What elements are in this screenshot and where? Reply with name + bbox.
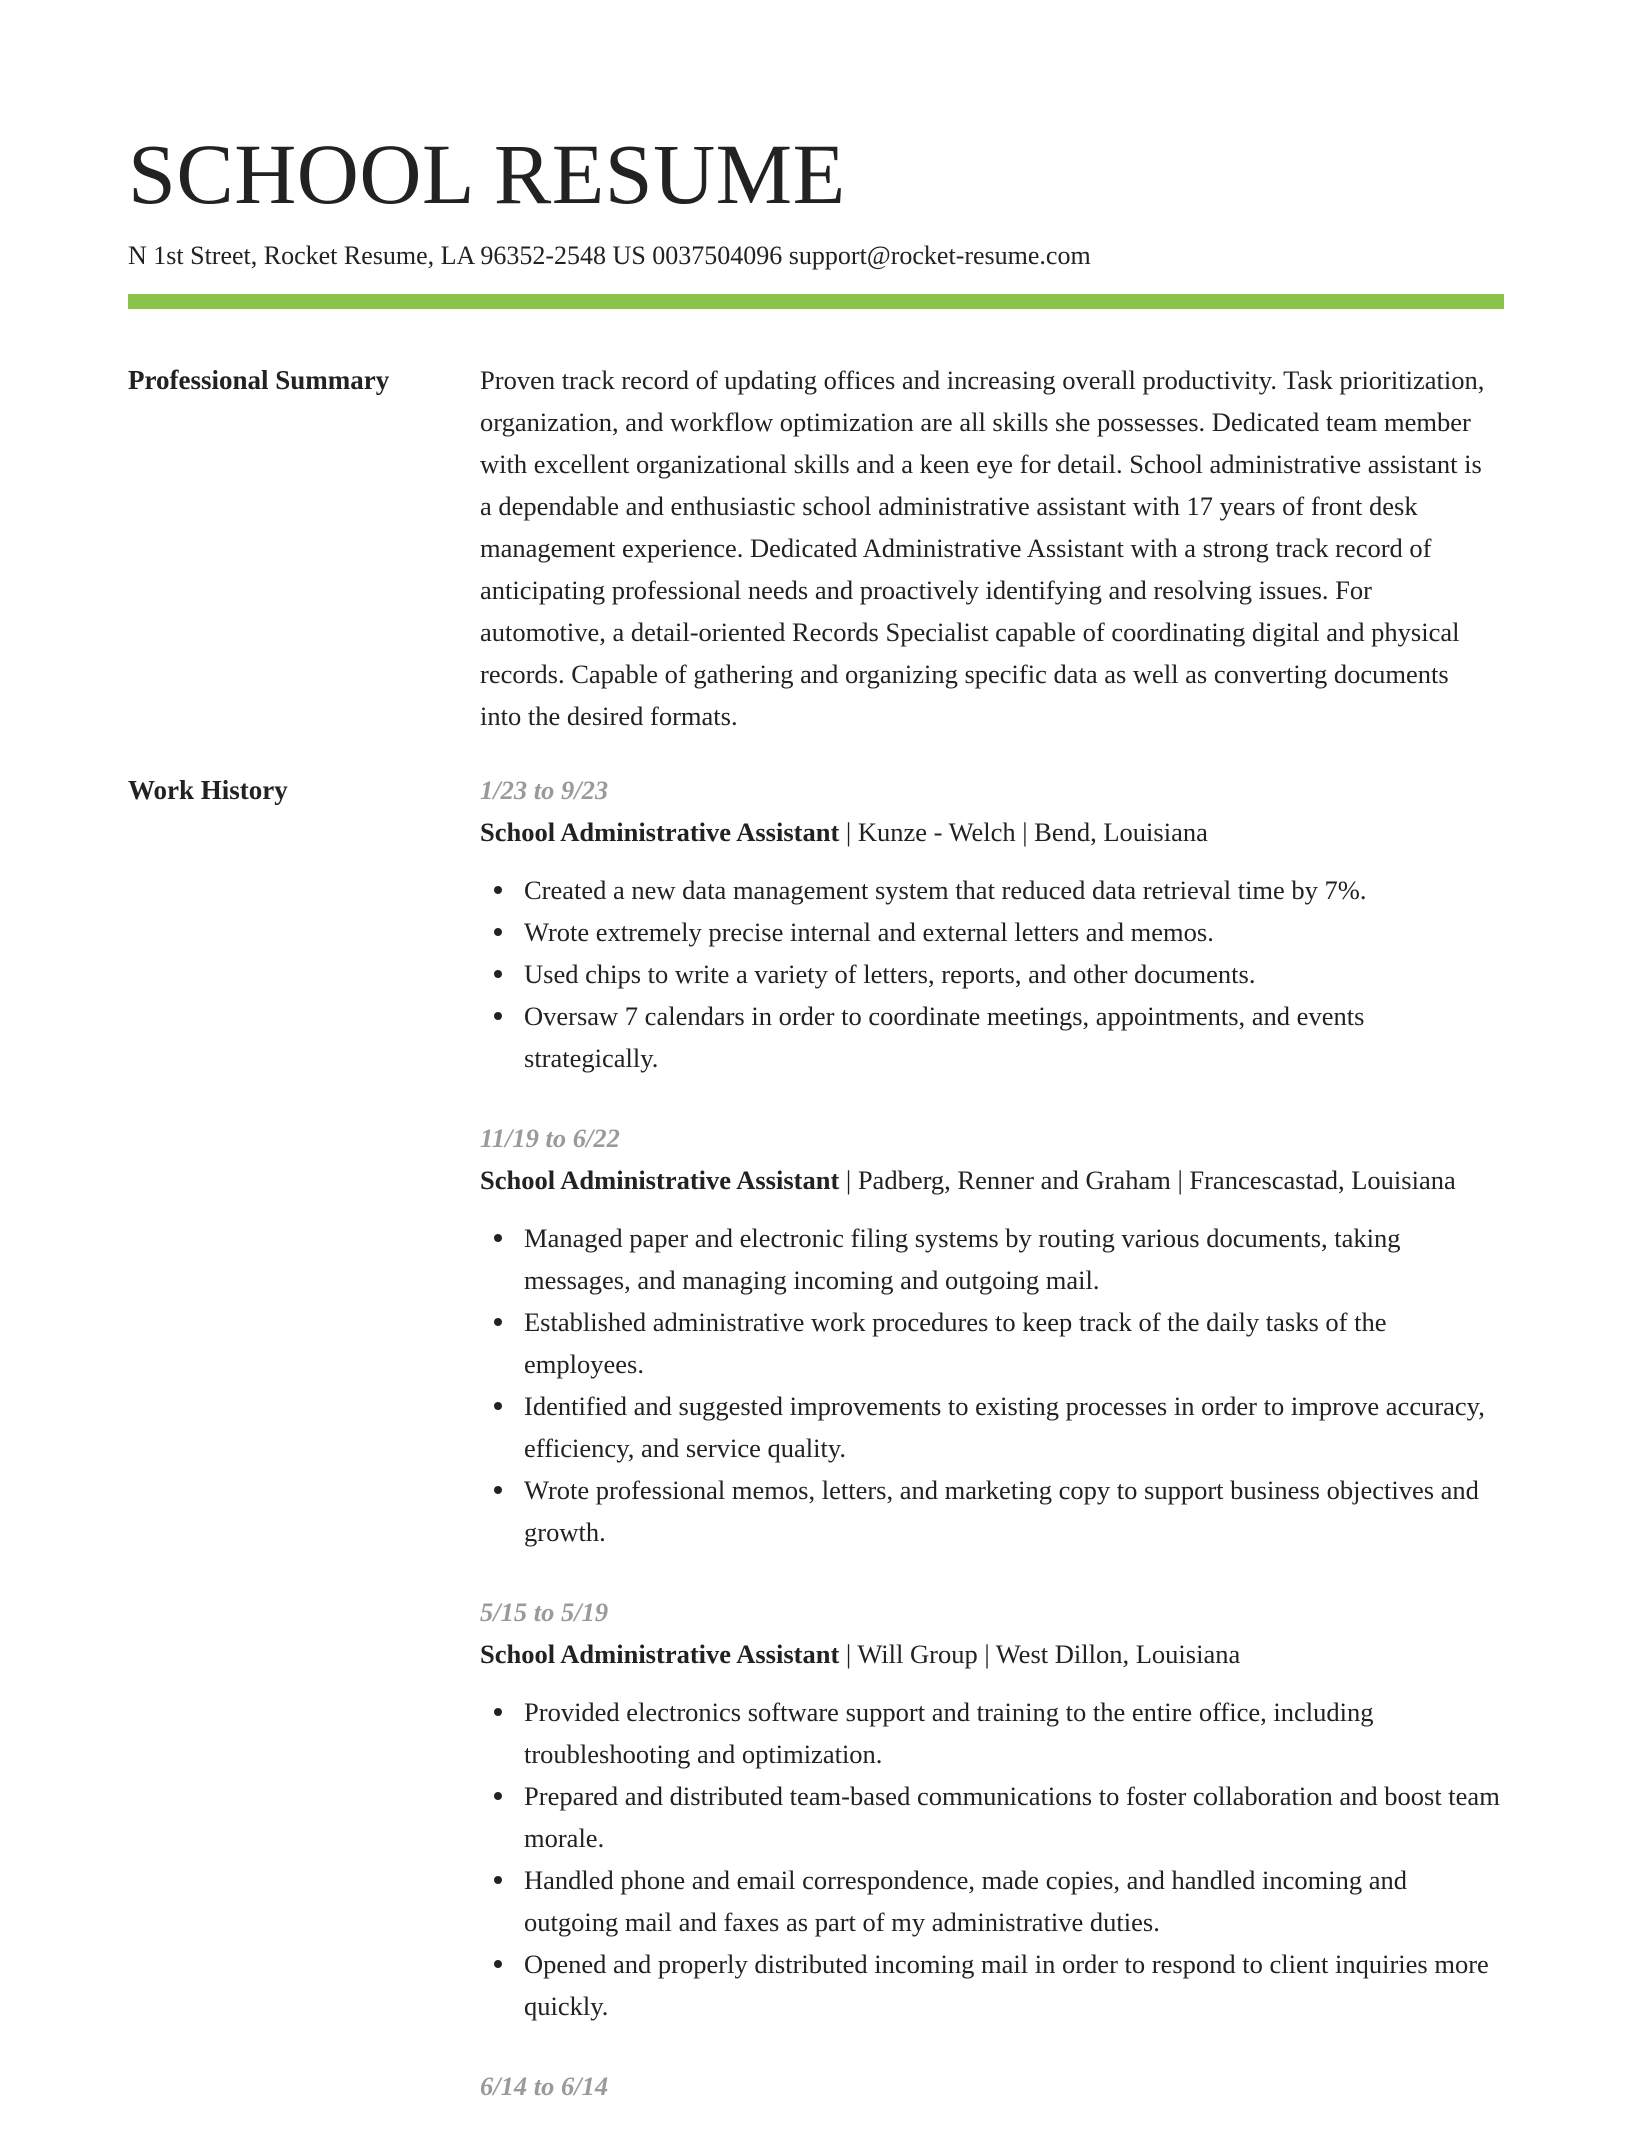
bullet-icon xyxy=(494,1792,502,1800)
summary-text: Proven track record of updating offices and increasing overall productivity. Task prioritization, organization, and workflow optimization are all skills she possesses. Dedicated team member with excellent organizational skills and a keen eye for detail. School administrative assistant is a dependable and enthusiastic school administrative assistant with 17 years of front desk management experience. Dedicated Administrative Assistant with a strong track record of anticipating professional needs and proactively identifying and resolving issues. For automotive, a detail-oriented Records Specialist capable of coordinating digital and physical records. Capable of gathering and organizing specific data as well as converting documents into the desired formats. xyxy=(480,365,1485,731)
job-entry xyxy=(480,769,1504,1079)
list-item xyxy=(480,1301,1504,1385)
list-item xyxy=(480,1859,1504,1943)
job-title: School Administrative Assistant xyxy=(480,817,840,847)
list-item xyxy=(480,1217,1504,1301)
job-entry xyxy=(480,1591,1504,2027)
resume-page xyxy=(128,120,1504,2145)
list-item xyxy=(480,953,1504,995)
bullet-text: Created a new data management system that reduced data retrieval time by 7%. xyxy=(524,875,1367,905)
job-details: | Kunze - Welch | Bend, Louisiana xyxy=(839,817,1208,847)
job-dates: 6/14 to 6/14 xyxy=(480,2071,609,2101)
job-dates: 1/23 to 9/23 xyxy=(480,775,609,805)
bullet-icon xyxy=(494,1960,502,1968)
bullet-icon xyxy=(494,970,502,978)
bullet-text: Identified and suggested improvements to existing processes in order to improve accuracy, efficiency, and service quality. xyxy=(524,1391,1485,1463)
bullet-icon xyxy=(494,928,502,936)
bullet-icon xyxy=(494,1318,502,1326)
job-dates: 5/15 to 5/19 xyxy=(480,1597,609,1627)
bullet-icon xyxy=(494,1012,502,1020)
section-title: Work History xyxy=(128,775,288,805)
job-title-line xyxy=(480,1159,1504,1201)
job-entry xyxy=(480,1117,1504,1553)
job-title-line xyxy=(480,1633,1504,1675)
contact-line: N 1st Street, Rocket Resume, LA 96352-2548 US 0037504096 support@rocket-resume.com xyxy=(128,241,1091,270)
job-dates: 11/19 to 6/22 xyxy=(480,1123,620,1153)
job-title-line xyxy=(480,811,1504,853)
bullet-icon xyxy=(494,1486,502,1494)
list-item xyxy=(480,869,1504,911)
job-details: | Will Group | West Dillon, Louisiana xyxy=(839,1639,1241,1669)
bullet-text: Provided electronics software support and training to the entire office, including troubleshooting and optimization. xyxy=(524,1697,1374,1769)
bullet-icon xyxy=(494,1876,502,1884)
bullet-text: Managed paper and electronic filing systems by routing various documents, taking messages, and managing incoming and outgoing mail. xyxy=(524,1223,1401,1295)
professional-summary-section xyxy=(128,359,1504,737)
job-details: | Padberg, Renner and Graham | Francescastad, Louisiana xyxy=(839,1165,1456,1195)
job-bullet-list xyxy=(480,869,1504,1079)
bullet-text: Wrote professional memos, letters, and marketing copy to support business objectives and growth. xyxy=(524,1475,1479,1547)
bullet-icon xyxy=(494,886,502,894)
bullet-text: Established administrative work procedures to keep track of the daily tasks of the employees. xyxy=(524,1307,1387,1379)
bullet-text: Oversaw 7 calendars in order to coordinate meetings, appointments, and events strategically. xyxy=(524,1001,1365,1073)
list-item xyxy=(480,995,1504,1079)
list-item xyxy=(480,1691,1504,1775)
job-title: School Administrative Assistant xyxy=(480,1165,840,1195)
list-item xyxy=(480,1469,1504,1553)
job-title: School Administrative Assistant xyxy=(480,1639,840,1669)
job-entry xyxy=(480,2065,1504,2107)
list-item xyxy=(480,1943,1504,2027)
bullet-icon xyxy=(494,1234,502,1242)
bullet-icon xyxy=(494,1402,502,1410)
list-item xyxy=(480,1775,1504,1859)
bullet-text: Used chips to write a variety of letters, reports, and other documents. xyxy=(524,959,1256,989)
list-item xyxy=(480,911,1504,953)
bullet-icon xyxy=(494,1708,502,1716)
list-item xyxy=(480,1385,1504,1469)
section-body xyxy=(480,359,1504,737)
bullet-text: Wrote extremely precise internal and external letters and memos. xyxy=(524,917,1214,947)
jobs-list xyxy=(480,769,1504,2145)
section-title: Professional Summary xyxy=(128,365,390,395)
job-bullet-list xyxy=(480,1691,1504,2027)
job-bullet-list xyxy=(480,1217,1504,1553)
work-history-section xyxy=(128,769,1504,2145)
accent-divider xyxy=(128,294,1504,309)
bullet-text: Handled phone and email correspondence, made copies, and handled incoming and outgoing mail and faxes as part of my administrative duties. xyxy=(524,1865,1408,1937)
resume-name: SCHOOL RESUME xyxy=(128,126,846,222)
bullet-text: Prepared and distributed team-based communications to foster collaboration and boost team morale. xyxy=(524,1781,1500,1853)
bullet-text: Opened and properly distributed incoming mail in order to respond to client inquiries more quickly. xyxy=(524,1949,1489,2021)
